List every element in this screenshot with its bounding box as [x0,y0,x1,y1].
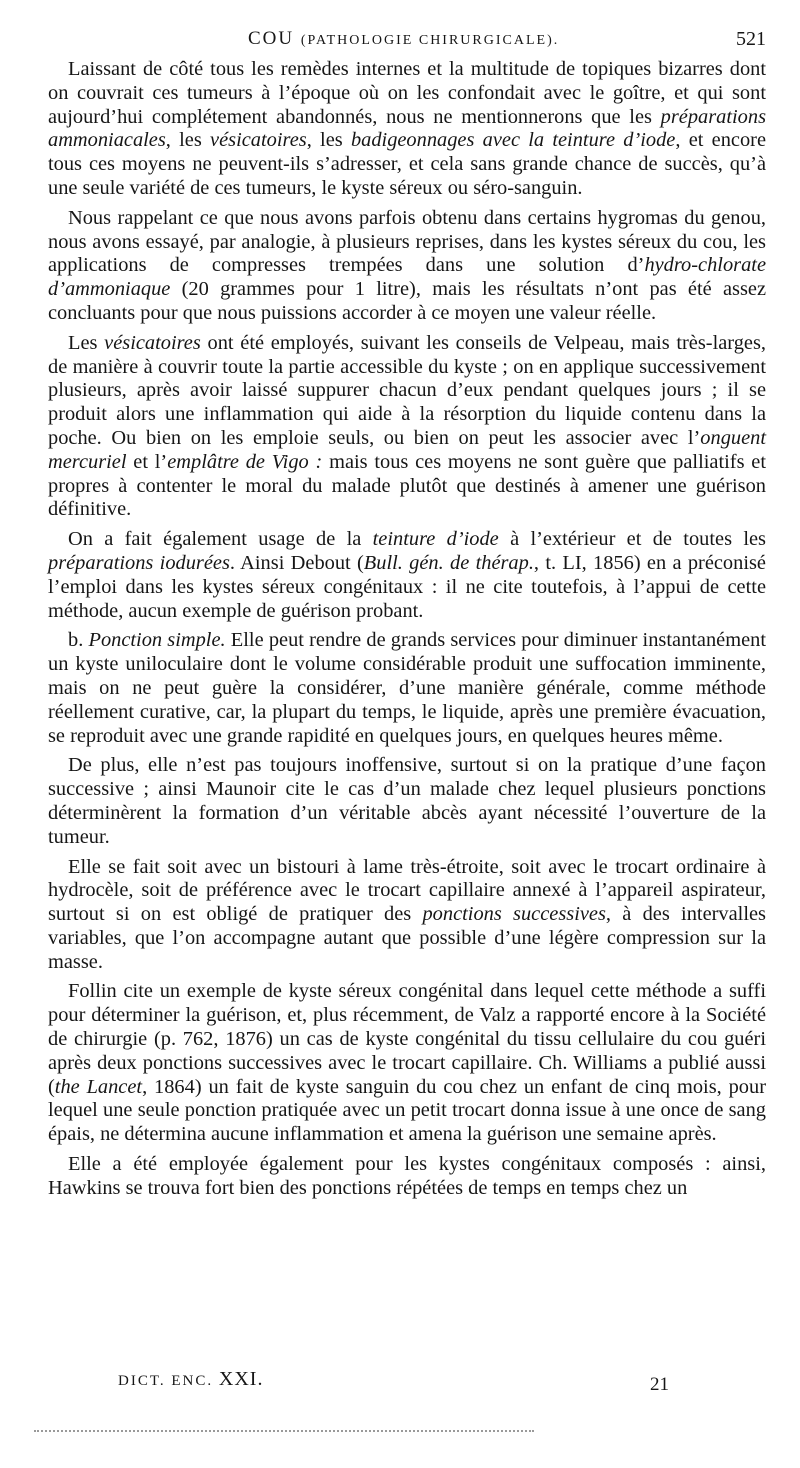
italic-run: vésicatoires [210,129,307,152]
paragraph [48,332,766,522]
text-run: . Ainsi Debout ( [229,551,364,574]
text-run: , 1864) un fait de kyste sanguin du cou chez un enfant de cinq mois, pour lequel une seule ponction pratiquée avec un petit trocart donna issue à une once de sang épais, ne détermina aucune inflammation et amena la guérison une semaine après. [48,1075,766,1146]
body-text [48,58,766,1207]
page-number: 521 [736,28,766,50]
text-run: Elle peut rendre de grands services pour diminuer instantanément un kyste uniloculaire dont le volume considérable produit une suffocation imminente, mais on ne peut guère la considérer, d’une manière générale, comme méthode réellement curative, car, la plupart du temps, le liquide, après une première évacuation, se reproduit avec une grande rapidité en quelques jours, en quelques heures même. [48,629,766,747]
bottom-dotted-rule [34,1430,534,1434]
italic-run: ponctions successives [422,903,606,926]
footer-volume-line [118,1368,263,1391]
footer-volume-number: XXI. [218,1368,264,1390]
text-run: De plus, elle n’est pas toujours inoffensive, surtout si on la pratique d’une façon successive ; ainsi Maunoir cite le cas d’un malade chez lequel plusieurs ponctions déterminèrent la formation d’un véritable abcès ayant nécessité l’ouverture de la tumeur. [48,754,766,848]
text-run: Les [68,331,105,354]
text-run: Nous rappelant ce que nous avons parfois obtenu dans certains hygromas du genou, nous avons essayé, par analogie, à plusieurs reprises, dans les kystes séreux du cou, les applications de compresses trempées dans une solution d’ [48,206,766,277]
italic-run: hydro-chlorate d’ammoniaque [48,254,766,301]
running-title-sub: (PATHOLOGIE CHIRURGICALE). [300,33,560,48]
italic-run: teinture d’iode [372,528,499,551]
text-run: et l’ [126,450,168,473]
text-run: , et encore tous ces moyens ne peuvent-ils s’adresser, et cela sans grande chance de succès, qu’à une seule variété de ces tumeurs, le kyste séreux ou séro-sanguin. [48,129,766,199]
paragraph [48,980,766,1147]
text-run: Follin cite un exemple de kyste séreux congénital dans lequel cette méthode a suffi pour déterminer la guérison, et, plus récemment, de Valz a rapporté encore à la Société de chirurgie (p. 762, 1876) un cas de kyste congénital du tissu cellulaire du cou guéri après deux ponctions successives avec le trocart capillaire. Ch. Williams a publié aussi ( [48,980,766,1098]
signature-mark: 21 [650,1374,669,1395]
italic-run: Bull. gén. de thérap. [363,551,534,574]
italic-run: Ponction simple. [88,629,226,652]
text-run: , les [165,129,211,152]
paragraph [48,1153,766,1201]
text-run: (20 grammes pour 1 litre), mais les résultats n’ont pas été assez concluants pour que nous puissions accorder à ce moyen une valeur réelle. [48,278,766,324]
paragraph [48,207,766,326]
text-run: On a fait également usage de la [68,528,373,551]
running-title [248,28,559,50]
text-run: , t. LI, 1856) en a préconisé l’emploi dans les kystes séreux congénitaux : il ne cite toutefois, à l’appui de cette méthode, aucun exemple de guérison probant. [48,551,766,622]
paragraph [48,58,766,201]
text-run: b. [68,629,89,652]
text-run: , les [306,129,351,152]
italic-run: onguent mercuriel [48,426,766,473]
paragraph [48,528,766,623]
running-head [0,28,800,56]
italic-run: préparations ammoniacales [48,105,766,152]
paragraph [48,856,766,975]
italic-run: the Lancet [54,1075,143,1098]
text-run: Elle a été employée également pour les kystes congénitaux composés : ainsi, Hawkins se trouva fort bien des ponctions répétées de temps en temps chez un [48,1153,766,1199]
italic-run: emplâtre de Vigo : [167,450,323,473]
text-run: , à des intervalles variables, que l’on accompagne autant que possible d’une légère compression sur la masse. [48,903,766,973]
footer-dict-abbrev: DICT. ENC. [118,1373,214,1389]
paragraph [48,629,766,748]
text-run: Elle se fait soit avec un bistouri à lame très-étroite, soit avec le trocart ordinaire à hydrocèle, soit de préférence avec le trocart capillaire annexé à l’appareil aspirateur, surtout si on est obligé de pratiquer des [48,855,766,926]
text-run: mais tous ces moyens ne sont guère que palliatifs et propres à contenter le moral du malade plutôt que destinés à amener une guérison définitive. [48,450,766,521]
text-run: à l’extérieur et de toutes les [498,528,766,551]
running-title-main: COU [248,28,295,49]
text-run: Laissant de côté tous les remèdes internes et la multitude de topiques bizarres dont on couvrait ces tumeurs à l’époque où on les confondait avec le goître, et qui sont aujourd’hui complétement abandonnés, nous ne mentionnerons que les [48,58,766,128]
text-run: ont été employés, suivant les conseils de Velpeau, mais très-larges, de manière à couvrir toute la partie accessible du kyste ; on en applique successivement plusieurs, après avoir laissé suppurer chacun d’eux pendant quelques jours ; il se produit alors une inflammation qui aide à la résorption du liquide contenu dans la poche. Ou bien on les emploie seuls, ou bien on peut les associer avec l’ [48,331,766,449]
italic-run: vésicatoires [104,331,201,354]
italic-run: préparations iodurées [48,551,230,574]
italic-run: badigeonnages avec la teinture d’iode [350,129,676,152]
paragraph [48,754,766,849]
